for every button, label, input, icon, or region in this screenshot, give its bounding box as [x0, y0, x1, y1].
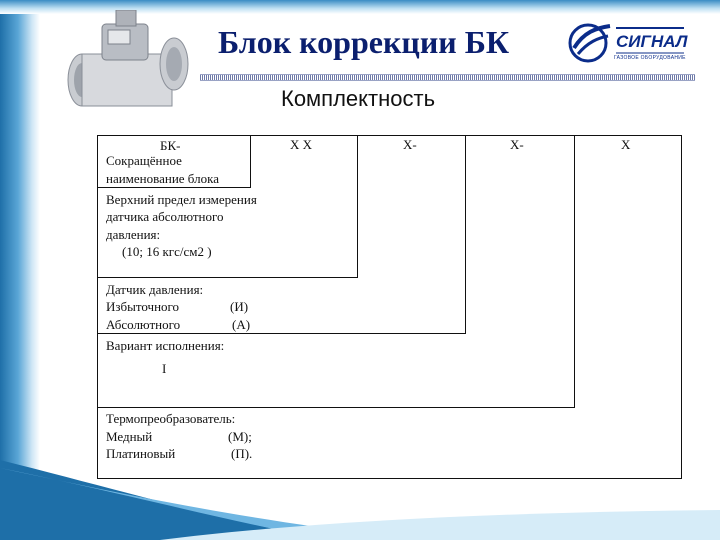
gas-meter-image	[58, 10, 198, 110]
block-short-label: Сокращённое	[106, 153, 182, 168]
pressure-absolute-label: Абсолютного	[106, 317, 181, 332]
logo-name: СИГНАЛ	[616, 32, 688, 51]
code-xx: Х Х	[290, 137, 313, 152]
upper-limit-line3: давления:	[106, 227, 161, 242]
upper-limit-line2: датчика абсолютного	[106, 209, 224, 224]
code-x-2: Х-	[510, 137, 524, 152]
block-name-label: наименование блока	[106, 171, 219, 186]
upper-limit-values: (10; 16 кгс/см2 )	[122, 244, 212, 259]
thermo-platinum-code: (П).	[231, 446, 253, 461]
pressure-absolute-code: (А)	[232, 317, 251, 332]
thermo-copper-code: (М);	[228, 429, 252, 444]
variant-title: Вариант исполнения:	[106, 338, 225, 353]
section-subtitle: Комплектность	[281, 86, 436, 111]
thermo-title: Термопреобразователь:	[106, 411, 236, 426]
background-left-band	[0, 0, 40, 540]
thermo-platinum-label: Платиновый	[106, 446, 176, 461]
thermo-copper-label: Медный	[106, 429, 153, 444]
code-x-1: Х-	[403, 137, 417, 152]
page-title: Блок коррекции БК	[218, 24, 510, 60]
pressure-sensor-title: Датчик давления:	[106, 282, 204, 297]
block-code-label: БК-	[160, 138, 181, 153]
code-x-3: Х	[621, 137, 631, 152]
upper-limit-line1: Верхний предел измерения	[106, 192, 257, 207]
header-divider	[200, 74, 695, 81]
pressure-gauge-code: (И)	[230, 299, 249, 314]
variant-value: I	[162, 361, 167, 376]
pressure-gauge-label: Избыточного	[106, 299, 180, 314]
logo-tagline: ГАЗОВОЕ ОБОРУДОВАНИЕ	[614, 55, 686, 61]
